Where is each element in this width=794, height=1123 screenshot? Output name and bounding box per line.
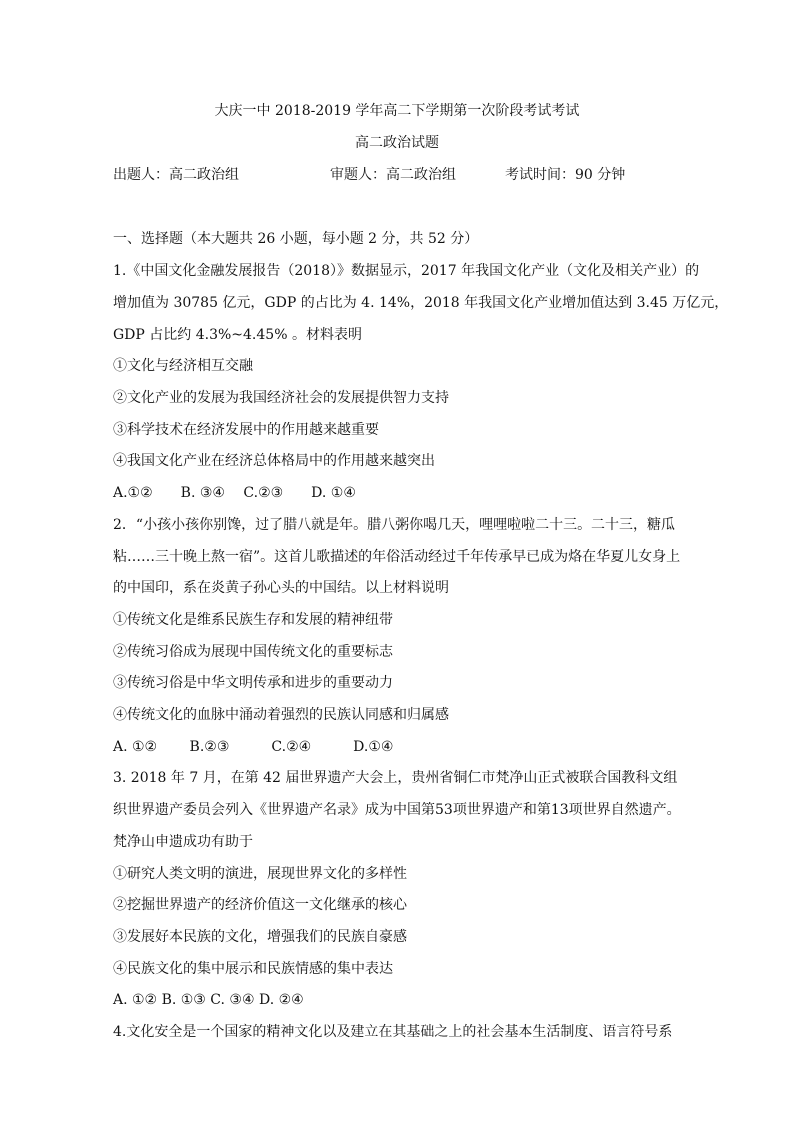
question-2-stem-line-1: 2．“小孩小孩你别馋，过了腊八就是年。腊八粥你喝几天，哩哩啦啦二十三。二十三，糖瓜 <box>113 517 676 533</box>
setter-info: 出题人：高二政治组 <box>113 167 239 183</box>
question-1-choices: A.①② B. ③④ C.②③ D. ①④ <box>113 485 356 501</box>
reviewer-info: 审题人：高二政治组 <box>330 167 456 183</box>
question-1-stem-line-3: GDP 占比约 4.3%~4.45% 。材料表明 <box>113 327 362 343</box>
question-3-stem-line-2: 织世界遗产委员会列入《世界遗产名录》成为中国第53项世界遗产和第13项世界自然遗产。 <box>113 802 681 818</box>
question-2-option-2: ②传统习俗成为展现中国传统文化的重要标志 <box>113 644 393 660</box>
question-3-option-2: ②挖掘世界遗产的经济价值这一文化继承的核心 <box>113 897 407 913</box>
question-3-option-4: ④民族文化的集中展示和民族情感的集中表达 <box>113 961 393 977</box>
exam-title: 大庆一中 2018-2019 学年高二下学期第一次阶段考试考试 <box>214 103 580 119</box>
exam-subtitle: 高二政治试题 <box>355 135 439 151</box>
question-2-option-3: ③传统习俗是中华文明传承和进步的重要动力 <box>113 675 393 691</box>
question-3-choices: A. ①② B. ①③ C. ③④ D. ②④ <box>113 992 304 1008</box>
question-1-option-1: ①文化与经济相互交融 <box>113 358 253 374</box>
question-1-option-2: ②文化产业的发展为我国经济社会的发展提供智力支持 <box>113 390 449 406</box>
question-2-stem-line-2: 粘……三十晚上熬一宿”。这首儿歌描述的年俗活动经过千年传承早已成为烙在华夏儿女身上 <box>113 549 681 565</box>
question-3-option-3: ③发展好本民族的文化，增强我们的民族自豪感 <box>113 929 407 945</box>
question-1-stem-line-2: 增加值为 30785 亿元，GDP 的占比为 4. 14%，2018 年我国文化产业增加值达到 3.45 万亿元， <box>113 295 729 311</box>
exam-duration: 考试时间：90 分钟 <box>505 167 626 183</box>
section-heading: 一、选择题（本大题共 26 小题，每小题 2 分，共 52 分） <box>113 231 479 247</box>
question-1-option-3: ③科学技术在经济发展中的作用越来越重要 <box>113 422 379 438</box>
question-2-choices: A. ①② B.②③ C.②④ D.①④ <box>113 739 394 755</box>
question-3-stem-line-1: 3. 2018 年 7 月，在第 42 届世界遗产大会上，贵州省铜仁市梵净山正式被联合国教科文组 <box>113 770 678 786</box>
question-4-stem-line-1: 4.文化安全是一个国家的精神文化以及建立在其基础之上的社会基本生活制度、语言符号系 <box>113 1024 673 1040</box>
question-1-option-4: ④我国文化产业在经济总体格局中的作用越来越突出 <box>113 453 435 469</box>
question-2-stem-line-3: 的中国印，系在炎黄子孙心头的中国结。以上材料说明 <box>113 580 449 596</box>
question-3-option-1: ①研究人类文明的演进，展现世界文化的多样性 <box>113 866 407 882</box>
question-1-stem-line-1: 1.《中国文化金融发展报告（2018）》数据显示，2017 年我国文化产业（文化及相关产业）的 <box>113 263 700 279</box>
question-3-stem-line-3: 梵净山申遗成功有助于 <box>113 834 253 850</box>
question-2-option-4: ④传统文化的血脉中涌动着强烈的民族认同感和归属感 <box>113 707 449 723</box>
question-2-option-1: ①传统文化是维系民族生存和发展的精神纽带 <box>113 612 393 628</box>
